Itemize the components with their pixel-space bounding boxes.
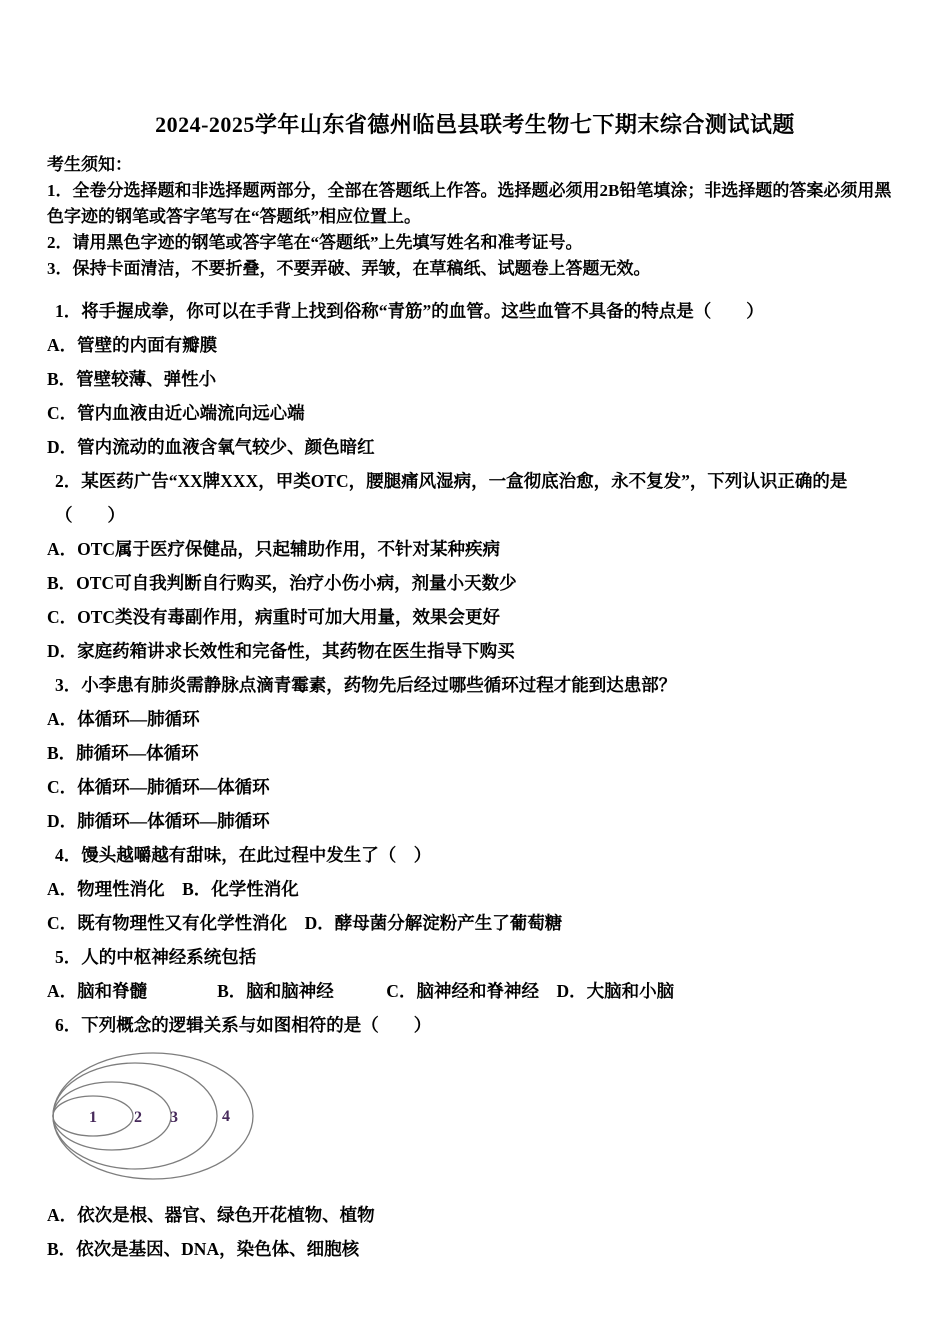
- page-title: 2024-2025学年山东省德州临邑县联考生物七下期末综合测试试题: [155, 112, 795, 137]
- question-2-option-c: C．OTC类没有毒副作用，病重时可加大用量，效果会更好: [47, 607, 501, 627]
- candidate-notice: [47, 152, 908, 282]
- notice-item-2: 2．请用黑色字迹的钢笔或答字笔在“答题纸”上先填写姓名和准考证号。: [47, 233, 583, 252]
- question-4: [47, 838, 908, 940]
- question-1: [47, 294, 908, 464]
- question-3: [47, 668, 908, 838]
- question-5-stem: 5．人的中枢神经系统包括: [55, 947, 257, 967]
- question-2: [47, 464, 908, 668]
- question-6-option-b: B．依次是基因、DNA，染色体、细胞核: [47, 1239, 360, 1259]
- notice-item-3: 3．保持卡面清洁，不要折叠，不要弄破、弄皱，在草稿纸、试题卷上答题无效。: [47, 259, 651, 278]
- question-1-option-b: B．管壁较薄、弹性小: [47, 369, 217, 389]
- question-2-option-b: B．OTC可自我判断自行购买，治疗小伤小病，剂量小天数少: [47, 573, 517, 593]
- venn-ellipses-svg: [47, 1046, 262, 1196]
- venn-label-2: 2: [134, 1109, 142, 1126]
- notice-heading: 考生须知：: [47, 155, 132, 174]
- question-3-option-a: A．体循环—肺循环: [47, 709, 200, 729]
- question-4-options-cd: C．既有物理性又有化学性消化 D．酵母菌分解淀粉产生了葡萄糖: [47, 913, 563, 933]
- question-list: [47, 294, 908, 1266]
- question-1-option-a: A．管壁的内面有瓣膜: [47, 335, 218, 355]
- question-3-stem: 3．小李患有肺炎需静脉点滴青霉素，药物先后经过哪些循环过程才能到达患部？: [55, 675, 677, 695]
- page-content: [47, 152, 908, 1266]
- question-4-options-ab: A．物理性消化 B．化学性消化: [47, 879, 299, 899]
- venn-label-4: 4: [222, 1108, 230, 1125]
- question-3-option-d: D．肺循环—体循环—肺循环: [47, 811, 270, 831]
- venn-label-3: 3: [170, 1109, 178, 1126]
- question-1-stem: 1．将手握成拳，你可以在手背上找到俗称“青筋”的血管。这些血管不具备的特点是（ ）: [55, 301, 764, 321]
- question-6-stem: 6．下列概念的逻辑关系与如图相符的是（ ）: [55, 1015, 432, 1035]
- question-1-option-d: D．管内流动的血液含氧气较少、颜色暗红: [47, 437, 375, 457]
- question-3-option-b: B．肺循环—体循环: [47, 743, 199, 763]
- question-2-option-a: A．OTC属于医疗保健品，只起辅助作用，不针对某种疾病: [47, 539, 501, 559]
- question-6: [47, 1008, 908, 1266]
- question-2-option-d: D．家庭药箱讲求长效性和完备性，其药物在医生指导下购买: [47, 641, 515, 661]
- question-4-stem: 4．馒头越嚼越有甜味，在此过程中发生了（ ）: [55, 845, 432, 865]
- ellipse-2: [53, 1082, 171, 1150]
- question-3-option-c: C．体循环—肺循环—体循环: [47, 777, 270, 797]
- question-2-stem: 2．某医药广告“XX牌XXX，甲类OTC，腰腿痛风湿病，一盒彻底治愈，永不复发”，下列认识正确的是（ ）: [55, 471, 848, 525]
- question-6-option-a: A．依次是根、器官、绿色开花植物、植物: [47, 1205, 375, 1225]
- question-1-option-c: C．管内血液由近心端流向远心端: [47, 403, 305, 423]
- nested-ellipses-diagram: [47, 1046, 262, 1196]
- question-5-options-abcd: A．脑和脊髓 B．脑和脑神经 C．脑神经和脊神经 D．大脑和小脑: [47, 981, 675, 1001]
- question-5: [47, 940, 908, 1008]
- notice-item-1: 1．全卷分选择题和非选择题两部分，全部在答题纸上作答。选择题必须用2B铅笔填涂；非选择题的答案必须用黑色字迹的钢笔或答字笔写在“答题纸”相应位置上。: [47, 181, 892, 226]
- venn-label-1: 1: [89, 1109, 97, 1126]
